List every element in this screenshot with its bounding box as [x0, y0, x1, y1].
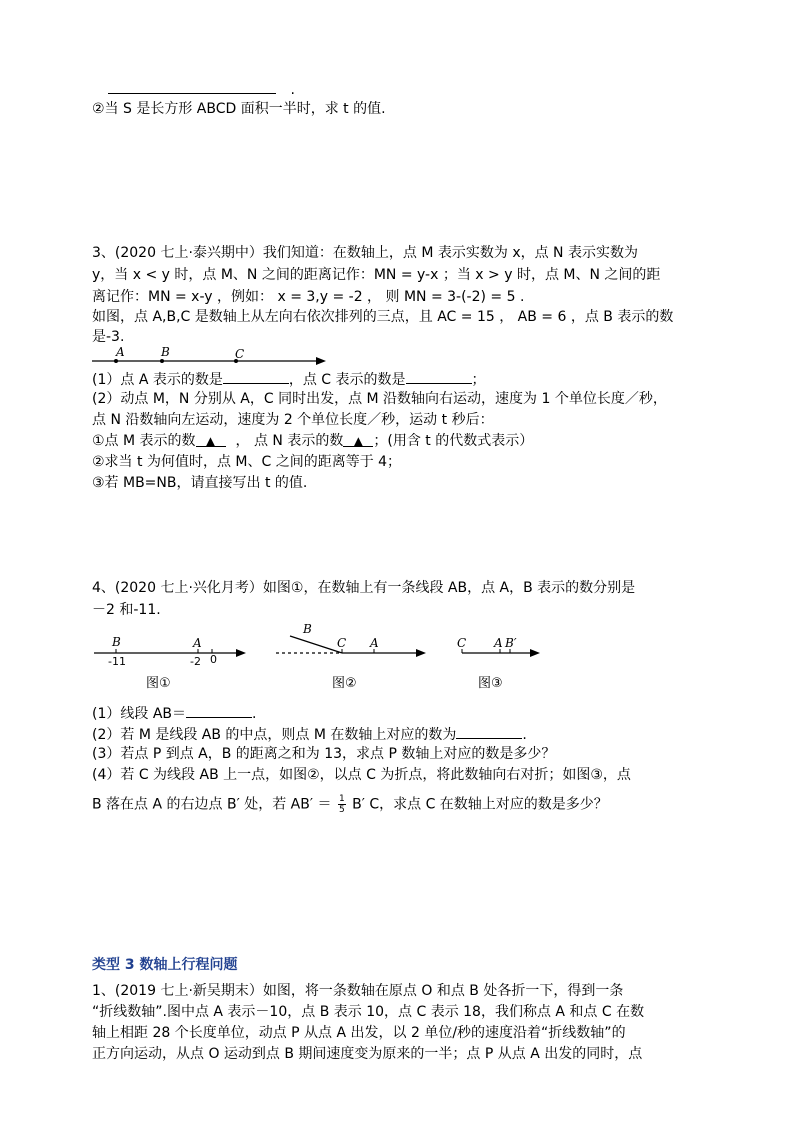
p3-sub1-text-b: ， 点 N 表示的数: [235, 433, 344, 449]
p4-q2-end: .: [522, 727, 527, 743]
p4-q4-line-1: (4）若 C 为线段 AB 上一点，如图②，以点 C 为折点，将此数轴向右对折；如图③，点: [92, 767, 631, 783]
p4-line-1: 4、(2020 七上·兴化月考）如图①，在数轴上有一条线段 AB，点 A，B 表示的数分别是: [92, 580, 636, 596]
fraction-numerator: 1: [338, 794, 345, 804]
p4-q1-end: .: [252, 706, 257, 722]
p4-q3: (3）若点 P 到点 A，B 的距离之和为 13，求点 P 数轴上对应的数是多少？: [92, 746, 556, 762]
triangle-marker: ▲: [353, 434, 363, 448]
p4-q4-text-a: B 落在点 A 的右边点 B′ 处，若 AB′ ＝: [92, 796, 332, 813]
p3-sub1-text-a: ①点 M 表示的数: [92, 433, 196, 449]
p3-q2-line-1: (2）动点 M，N 分别从 A，C 同时出发，点 M 沿数轴向右运动，速度为 1 个单位长度／秒，: [92, 391, 667, 407]
p4-q1-text: (1）线段 AB＝: [92, 706, 187, 722]
blank-period: .: [290, 82, 295, 98]
fig1-a-value: -2: [190, 655, 201, 668]
p3-sub-2: ②求当 t 为何值时，点 M、C 之间的距离等于 4；: [92, 454, 402, 470]
fig3-c-label: C: [457, 636, 467, 650]
p3-q1-text-c: ；: [471, 372, 486, 388]
p3-line-2: y，当 x < y 时，点 M、N 之间的距离记作：MN = y-x ；当 x > y 时，点 M、N 之间的距: [92, 267, 661, 283]
p4-figure-1: [94, 635, 246, 668]
p3-point-b-label: B: [161, 345, 170, 359]
fig1-b-value: -11: [108, 655, 126, 668]
section-line-1: 1、(2019 七上·新吴期末）如图，将一条数轴在原点 O 和点 B 处各折一下，得到一条: [92, 983, 624, 999]
fig3-caption: 图③: [478, 676, 503, 691]
fig3-a-label: A: [494, 636, 503, 650]
p3-q1-text-a: (1）点 A 表示的数是: [92, 372, 223, 388]
section-line-3: 轴上相距 28 个长度单位，动点 P 从点 A 出发，以 2 单位/秒的速度沿着“折线数轴”的: [92, 1025, 626, 1041]
fig1-b-label: B: [112, 635, 121, 649]
fig1-a-label: A: [193, 636, 202, 650]
question-2-text: ②当 S 是长方形 ABCD 面积一半时，求 t 的值.: [92, 101, 386, 117]
p3-line-1: 3、(2020 七上·泰兴期中）我们知道：在数轴上，点 M 表示实数为 x，点 N 表示实数为: [92, 245, 638, 261]
section-line-2: “折线数轴”.图中点 A 表示－10，点 B 表示 10，点 C 表示 18，我们称点 A 和点 C 在数: [92, 1004, 645, 1020]
fig2-b-label: B: [303, 622, 312, 636]
p3-point-c-label: C: [235, 347, 245, 361]
p4-q2-text: (2）若 M 是线段 AB 的中点，则点 M 在数轴上对应的数为: [92, 727, 457, 743]
p4-figure-2: [276, 622, 426, 657]
p4-q1-blank: [186, 702, 252, 718]
section-line-4: 正方向运动，从点 O 运动到点 B 期间速度变为原来的一半；点 P 从点 A 出发的同时，点: [92, 1046, 643, 1062]
p3-line-5: 是-3.: [92, 329, 125, 345]
p3-line-4: 如图，点 A,B,C 是数轴上从左向右依次排列的三点，且 AC = 15 ， AB = 6 ，点 B 表示的数: [92, 309, 674, 325]
p3-line-3: 离记作：MN = x-y ，例如： x = 3,y = -2 ， 则 MN = 3-(-2) = 5 .: [92, 289, 525, 305]
p3-q1-text-b: ，点 C 表示的数是: [288, 372, 406, 388]
fraction-denominator: 5: [338, 805, 345, 815]
p3-sub1-text-c: ；(用含 t 的代数式表示）: [373, 433, 534, 449]
triangle-marker: ▲: [205, 434, 216, 448]
p4-q1: [92, 702, 256, 724]
fig1-caption: 图①: [146, 676, 171, 691]
p4-line-2: －2 和-11.: [92, 602, 161, 618]
p3-point-a-label: A: [116, 345, 125, 359]
p4-q4-text-b: B′ C，求点 C 在数轴上对应的数是多少？: [352, 796, 608, 813]
p4-q4-line-2: [92, 794, 608, 815]
p4-q2: [92, 723, 527, 745]
fig2-caption: 图②: [332, 676, 357, 691]
fig2-c-label: C: [337, 636, 347, 650]
fraction-one-fifth: [338, 794, 346, 815]
p3-q2-line-2: 点 N 沿数轴向左运动，速度为 2 个单位长度／秒，运动 t 秒后：: [92, 412, 494, 428]
fig1-zero-value: 0: [210, 653, 217, 666]
p4-figure-3: [457, 636, 540, 657]
fig2-a-label: A: [370, 636, 379, 650]
p3-sub-3: ③若 MB=NB，请直接写出 t 的值.: [92, 475, 308, 491]
section-heading: 类型 3 数轴上行程问题: [92, 957, 238, 973]
p4-q2-blank: [456, 723, 522, 739]
fig3-bprime-label: B′: [505, 636, 517, 650]
